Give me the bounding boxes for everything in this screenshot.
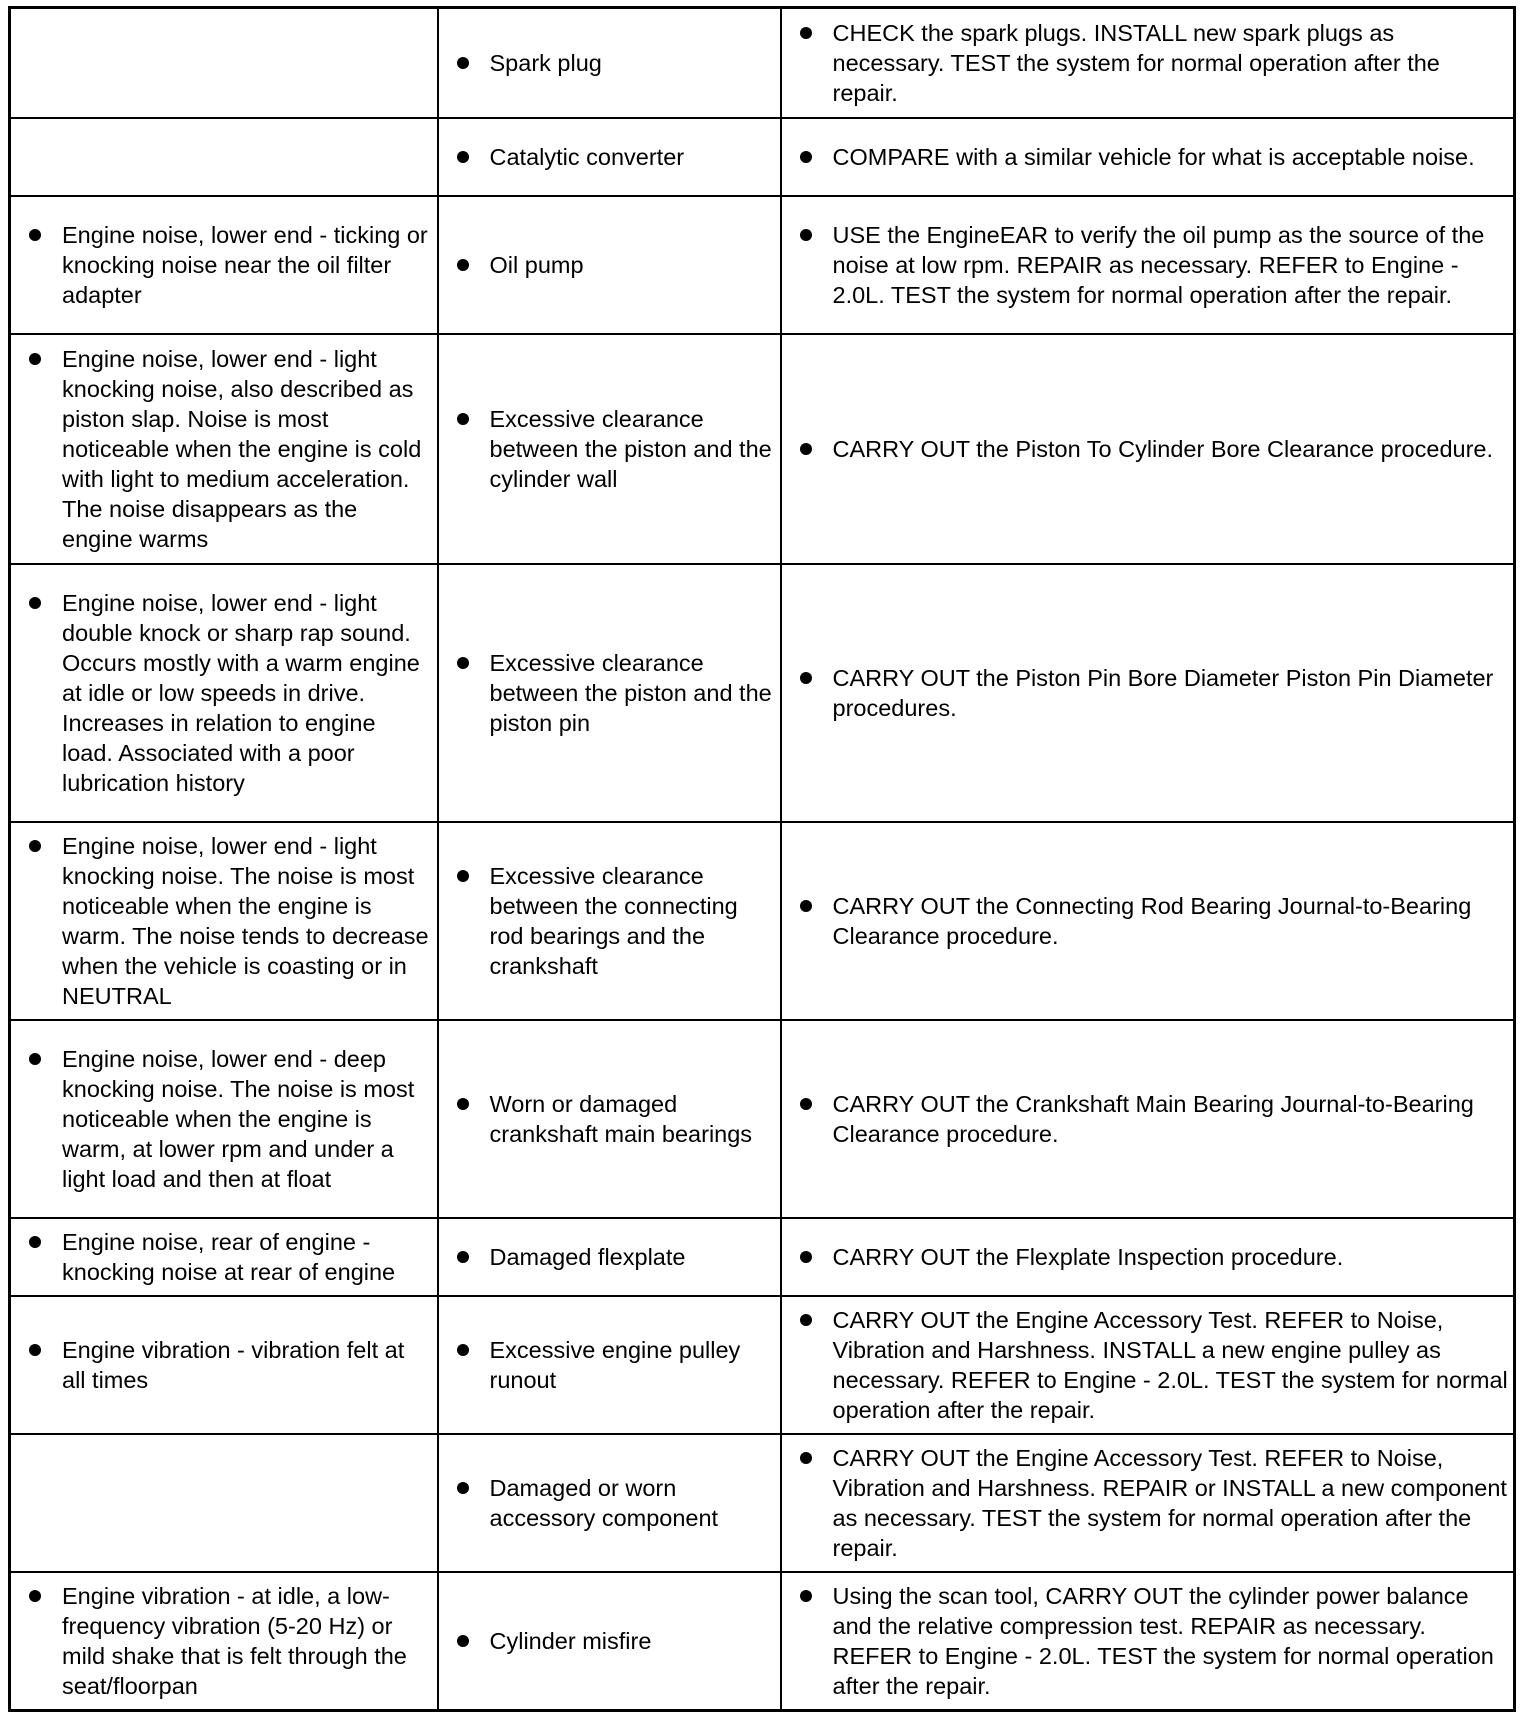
action-cell — [781, 196, 1515, 334]
table-row — [10, 564, 1515, 822]
source-text: Cylinder misfire — [489, 1627, 652, 1654]
bullet-icon — [800, 229, 812, 241]
action-text: CARRY OUT the Engine Accessory Test. REFER to Noise, Vibration and Harshness. REPAIR or INSTALL a new component as necessary. TEST the system for normal operation after the repair. — [832, 1444, 1507, 1561]
bullet-icon — [457, 657, 469, 669]
action-cell — [781, 822, 1515, 1020]
source-cell — [438, 196, 781, 334]
symptom-text: Engine noise, lower end - light knocking noise. The noise is most noticeable when the engine is warm. The noise tends to decrease when the vehicle is coasting or in NEUTRAL — [62, 832, 429, 1009]
action-text: CARRY OUT the Piston To Cylinder Bore Clearance procedure. — [832, 435, 1494, 462]
source-cell — [438, 1296, 781, 1434]
action-text: CARRY OUT the Crankshaft Main Bearing Journal-to-Bearing Clearance procedure. — [832, 1090, 1474, 1147]
source-cell — [438, 822, 781, 1020]
bullet-icon — [457, 259, 469, 271]
bullet-icon — [29, 840, 41, 852]
action-cell — [781, 8, 1515, 118]
action-cell — [781, 564, 1515, 822]
bullet-icon — [29, 1590, 41, 1602]
source-text: Damaged or worn accessory component — [489, 1474, 719, 1531]
bullet-icon — [800, 151, 812, 163]
table-row — [10, 1218, 1515, 1296]
table-row — [10, 1020, 1515, 1218]
source-cell — [438, 8, 781, 118]
bullet-icon — [457, 870, 469, 882]
table-row — [10, 118, 1515, 196]
source-text: Excessive clearance between the piston and the cylinder wall — [489, 405, 772, 492]
bullet-icon — [800, 1098, 812, 1110]
symptom-text: Engine noise, lower end - deep knocking noise. The noise is most noticeable when the engine is warm, at lower rpm and under a light load and then at float — [62, 1045, 415, 1192]
action-cell — [781, 1434, 1515, 1572]
table-row — [10, 196, 1515, 334]
bullet-icon — [457, 413, 469, 425]
symptom-text: Engine noise, rear of engine - knocking noise at rear of engine — [62, 1228, 396, 1285]
source-cell — [438, 1572, 781, 1711]
bullet-icon — [457, 1251, 469, 1263]
bullet-icon — [29, 353, 41, 365]
bullet-icon — [29, 1344, 41, 1356]
source-text: Catalytic converter — [489, 143, 685, 170]
source-text: Excessive clearance between the connecting rod bearings and the crankshaft — [489, 862, 738, 979]
bullet-icon — [800, 900, 812, 912]
source-text: Excessive clearance between the piston and the piston pin — [489, 649, 772, 736]
symptom-text: Engine noise, lower end - ticking or knocking noise near the oil filter adapter — [62, 221, 428, 308]
source-cell — [438, 1218, 781, 1296]
source-cell — [438, 334, 781, 564]
source-text: Damaged flexplate — [489, 1243, 686, 1270]
symptom-cell — [10, 8, 438, 118]
symptom-cell — [10, 1434, 438, 1572]
symptom-cell — [10, 334, 438, 564]
bullet-icon — [800, 672, 812, 684]
bullet-icon — [457, 1482, 469, 1494]
symptom-text: Engine noise, lower end - light knocking noise, also described as piston slap. Noise is most noticeable when the engine is cold with light to medium acceleration. The noise disappears as the engine warms — [62, 345, 422, 552]
action-cell — [781, 1020, 1515, 1218]
diagnostic-table-container — [8, 6, 1513, 1712]
action-text: Using the scan tool, CARRY OUT the cylinder power balance and the relative compression test. REPAIR as necessary. REFER to Engine - 2.0L. TEST the system for normal operation after the repair. — [832, 1582, 1494, 1699]
table-row — [10, 8, 1515, 118]
bullet-icon — [800, 1314, 812, 1326]
action-cell — [781, 1296, 1515, 1434]
symptom-text: Engine vibration - at idle, a low-frequency vibration (5-20 Hz) or mild shake that is felt through the seat/floorpan — [62, 1582, 407, 1699]
symptom-text: Engine noise, lower end - light double knock or sharp rap sound. Occurs mostly with a warm engine at idle or low speeds in drive. Increases in relation to engine load. Associated with a poor lubrication history — [62, 589, 420, 796]
bullet-icon — [457, 151, 469, 163]
bullet-icon — [457, 1635, 469, 1647]
table-row — [10, 1572, 1515, 1711]
bullet-icon — [29, 1053, 41, 1065]
table-row — [10, 822, 1515, 1020]
action-text: USE the EngineEAR to verify the oil pump as the source of the noise at low rpm. REPAIR as necessary. REFER to Engine - 2.0L. TEST the system for normal operation after the repair. — [832, 221, 1485, 308]
bullet-icon — [29, 597, 41, 609]
table-row — [10, 334, 1515, 564]
bullet-icon — [457, 57, 469, 69]
action-cell — [781, 1218, 1515, 1296]
symptom-cell — [10, 1572, 438, 1711]
source-text: Excessive engine pulley runout — [489, 1336, 741, 1393]
table-row — [10, 1434, 1515, 1572]
source-cell — [438, 1020, 781, 1218]
action-text: CARRY OUT the Piston Pin Bore Diameter Piston Pin Diameter procedures. — [832, 664, 1494, 721]
action-text: CARRY OUT the Flexplate Inspection procedure. — [832, 1243, 1344, 1270]
bullet-icon — [457, 1098, 469, 1110]
action-cell — [781, 1572, 1515, 1711]
action-text: COMPARE with a similar vehicle for what is acceptable noise. — [832, 143, 1475, 170]
symptom-cell — [10, 822, 438, 1020]
action-text: CARRY OUT the Engine Accessory Test. REFER to Noise, Vibration and Harshness. INSTALL a new engine pulley as necessary. REFER to Engine - 2.0L. TEST the system for normal operation after the repair. — [832, 1306, 1508, 1423]
action-text: CARRY OUT the Connecting Rod Bearing Journal-to-Bearing Clearance procedure. — [832, 892, 1472, 949]
diagnostic-table — [8, 6, 1516, 1712]
symptom-cell — [10, 564, 438, 822]
source-text: Spark plug — [489, 49, 602, 76]
symptom-cell — [10, 196, 438, 334]
symptom-cell — [10, 118, 438, 196]
source-cell — [438, 118, 781, 196]
table-row — [10, 1296, 1515, 1434]
bullet-icon — [29, 1236, 41, 1248]
bullet-icon — [800, 1452, 812, 1464]
bullet-icon — [457, 1344, 469, 1356]
symptom-cell — [10, 1218, 438, 1296]
symptom-text: Engine vibration - vibration felt at all times — [62, 1336, 405, 1393]
symptom-cell — [10, 1020, 438, 1218]
bullet-icon — [800, 1590, 812, 1602]
bullet-icon — [800, 443, 812, 455]
source-cell — [438, 1434, 781, 1572]
symptom-cell — [10, 1296, 438, 1434]
action-cell — [781, 118, 1515, 196]
bullet-icon — [29, 229, 41, 241]
source-text: Worn or damaged crankshaft main bearings — [489, 1090, 753, 1147]
bullet-icon — [800, 27, 812, 39]
bullet-icon — [800, 1251, 812, 1263]
action-cell — [781, 334, 1515, 564]
source-cell — [438, 564, 781, 822]
action-text: CHECK the spark plugs. INSTALL new spark plugs as necessary. TEST the system for normal operation after the repair. — [832, 19, 1440, 106]
source-text: Oil pump — [489, 251, 584, 278]
